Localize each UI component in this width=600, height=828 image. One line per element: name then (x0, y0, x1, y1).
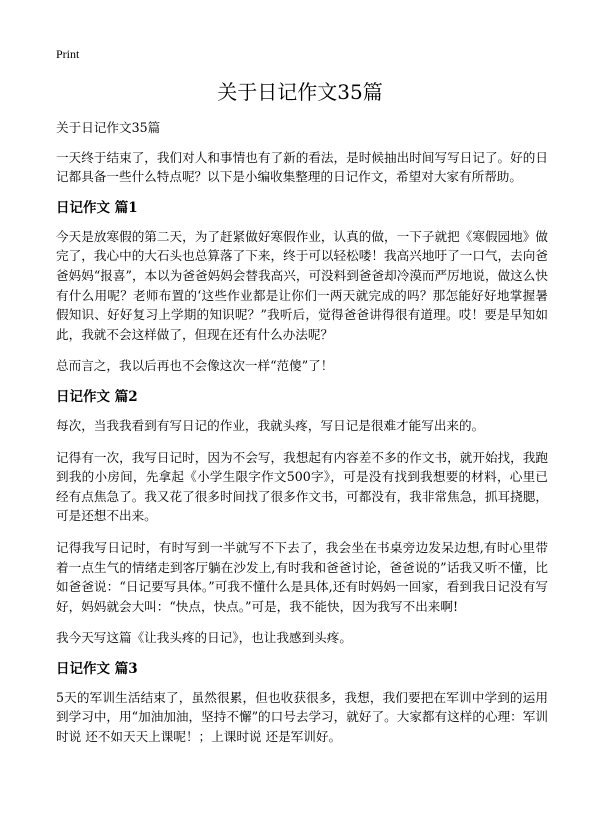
paragraph: 总而言之，我以后再也不会像这次一样“范傻”了！ (56, 358, 334, 374)
paragraph: 今天是放寒假的第二天，为了赶紧做好寒假作业，认真的做，一下子就把《寒假园地》做完了，我心中的大石头也总算落了下来，终于可以轻松喽！我高兴地吁了一口气，去向爸爸妈妈“报喜”，本以为爸爸妈妈会替我高兴，可没料到爸爸却冷漠而严厉地说，做这么快有什么用呢？老师布置的‘这些作业都是让你们一两天就完成的吗？那怎能好好地掌握暑假知识、好好复习上学期的知识呢？”我听后，觉得爸爸讲得很有道理。哎！要是早知如此，我就不会这样做了，但现在还有什么办法呢？ (56, 228, 548, 342)
section-heading-1: 日记作文 篇1 (56, 199, 138, 216)
paragraph: 5天的军训生活结束了，虽然很累，但也收获很多，我想，我们要把在军训中学到的运用到学习中，用“加油加油，坚持不懈”的口号去学习，就好了。大家都有这样的心理：军训时说 还不如天天上课呢！；上课时说 还是军训好。 (56, 689, 548, 745)
paragraph: 记得我写日记时，有时写到一半就写不下去了，我会坐在书桌旁边发呆边想,有时心里带着一点生气的情绪走到客厅躺在沙发上,有时我和爸爸讨论，爸爸说的”话我又听不懂，比如爸爸说：“日记要写具体。”可我不懂什么是具体,还有时妈妈一回家，看到我日记没有写好，妈妈就会大叫：“快点，快点。”可是，我不能快，因为我写不出来啊! (56, 539, 548, 614)
document-body (56, 118, 548, 759)
section-heading-3: 日记作文 篇3 (56, 660, 138, 677)
print-label[interactable]: Print (56, 47, 80, 61)
paragraph: 我今天写这篇《让我头疼的日记》，也让我感到头疼。 (56, 630, 352, 646)
document-subtitle: 关于日记作文35篇 (56, 120, 161, 135)
document-title: 关于日记作文35篇 (217, 80, 383, 104)
section-heading-2: 日记作文 篇2 (56, 388, 138, 405)
paragraph: 每次，当我我看到有写日记的作业，我就头疼，写日记是很难才能写出来的。 (56, 417, 485, 433)
paragraph: 记得有一次，我写日记时，因为不会写，我想起有内容差不多的作文书，就开始找，我跑到我的小房间，先拿起《小学生限字作文500字》，可是没有找到我想要的材料，心里已经有点焦急了。我又花了很多时间找了很多作文书，可都没有，我非常焦急，抓耳挠腮，可是还想不出来。 (56, 449, 548, 524)
intro-paragraph: 一天终于结束了，我们对人和事情也有了新的看法，是时候抽出时间写写日记了。好的日记都具备一些什么特点呢？以下是小编收集整理的日记作文，希望对大家有所帮助。 (56, 149, 548, 185)
